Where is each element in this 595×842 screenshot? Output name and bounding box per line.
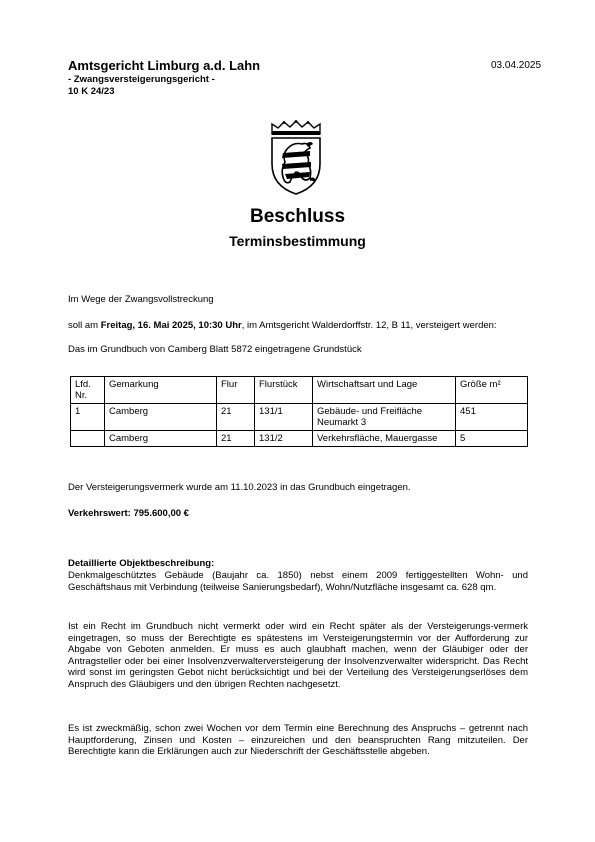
court-name: Amtsgericht Limburg a.d. Lahn (68, 58, 261, 73)
market-value: Verkehrswert: 795.600,00 € (68, 508, 189, 519)
table-cell: 5 (456, 431, 528, 447)
description-text: Denkmalgeschütztes Gebäude (Baujahr ca. 1850) nebst einem 2009 fertiggestellten Wohn- und Geschäftshaus mit Verbindung (teilweise Sanierungsbedarf), Wohn/Nutzfläche insgesamt ca. 628 qm. (68, 570, 528, 593)
table-cell: 21 (217, 404, 255, 431)
court-subtitle: - Zwangsversteigerungsgericht - (68, 74, 215, 85)
table-row (71, 431, 528, 447)
table-header-cell: Flur (217, 377, 255, 404)
table-cell: 451 (456, 404, 528, 431)
advice-paragraph: Es ist zweckmäßig, schon zwei Wochen vor dem Termin eine Berechnung des Anspruchs – getrennt nach Hauptforderung, Zinsen und Kosten – einzureichen und den beanspruchten Rang mitzuteilen. Der Berechtigte kann die Erklärungen auch zur Niederschrift der Geschäftsstelle abgeben. (68, 723, 528, 757)
hessen-coat-of-arms-icon (266, 120, 326, 196)
registration-note: Der Versteigerungsvermerk wurde am 11.10.2023 in das Grundbuch eingetragen. (68, 482, 411, 493)
table-cell: 131/2 (255, 431, 313, 447)
case-number: 10 K 24/23 (68, 86, 115, 97)
table-cell: Camberg (105, 431, 217, 447)
property-line: Das im Grundbuch von Camberg Blatt 5872 eingetragene Grundstück (68, 344, 362, 355)
table-header-cell: Größe m² (456, 377, 528, 404)
document-title: Beschluss (249, 206, 346, 227)
table-cell: Camberg (105, 404, 217, 431)
table-header-row (71, 377, 528, 404)
table-row (71, 404, 528, 431)
rights-paragraph: Ist ein Recht im Grundbuch nicht vermerkt oder wird ein Recht später als der Versteigerungs-vermerk eingetragen, so muss der Berechtigte es spätestens im Versteigerungstermin vor der Aufforderung zur Abgabe von Geboten anmelden. Er muss es auch glaubhaft machen, wenn der Gläubiger oder der Antragsteller oder bei einer Insolvenzverwalterversteigerung der Insolvenzverwalter widerspricht. Das Recht wird sonst im geringsten Gebot nicht berücksichtigt und bei der Verteilung des Versteigerungserlöses dem Anspruch des Gläubigers und den übrigen Rechten nachgesetzt. (68, 621, 528, 690)
auction-prefix: soll am (68, 320, 101, 331)
table-cell: 21 (217, 431, 255, 447)
description-heading: Detaillierte Objektbeschreibung: (68, 558, 215, 569)
table-cell (71, 431, 105, 447)
table-cell: 1 (71, 404, 105, 431)
auction-sentence (68, 320, 528, 332)
auction-suffix: , im Amtsgericht Walderdorffstr. 12, B 11, versteigert werden: (241, 320, 497, 331)
document-subtitle: Terminsbestimmung (229, 233, 366, 249)
intro-text: Im Wege der Zwangsvollstreckung (68, 294, 214, 305)
table-header-cell: Wirtschaftsart und Lage (313, 377, 456, 404)
document-date: 03.04.2025 (491, 60, 542, 71)
auction-datetime: Freitag, 16. Mai 2025, 10:30 Uhr (100, 320, 242, 331)
table-cell: Verkehrsfläche, Mauergasse (313, 431, 456, 447)
table-header-cell: Gemarkung (105, 377, 217, 404)
table-cell: Gebäude- und Freifläche Neumarkt 3 (313, 404, 456, 431)
table-header-cell: Flurstück (255, 377, 313, 404)
property-table (70, 376, 528, 447)
table-cell: 131/1 (255, 404, 313, 431)
table-header-cell: Lfd. Nr. (71, 377, 105, 404)
